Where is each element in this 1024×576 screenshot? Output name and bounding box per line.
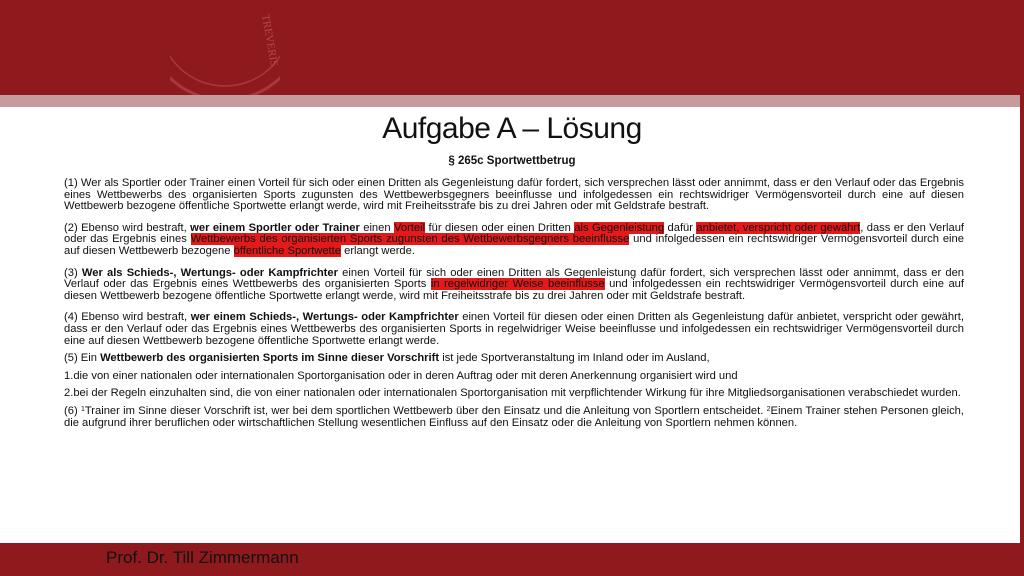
p2-text: dafür [664, 221, 697, 234]
header-stripe [0, 95, 1024, 107]
p3-bold: Wer als Schieds-, Wertungs- oder Kampfrichter [81, 266, 338, 279]
p4-text: einen Vorteil für diesen oder einen Dritten als Gegenleistung dafür anbietet, verspricht oder gewährt, dass er den Verlauf oder das Ergebnis eines Wettbewerbs des organisierten Sports in regelwidriger Weise beeinflusse und infolgedessen ein rechtswidriger Vermögensvorteil durch eine auf diesen Wettbewerb bezogene öffentliche Sportwette erlangt werde. [64, 311, 965, 347]
svg-text:TREVERIS: TREVERIS [259, 13, 280, 68]
paragraph-4 [64, 312, 964, 347]
p2-text: für diesen oder einen Dritten [425, 221, 575, 234]
p6-text: (6) [64, 404, 81, 417]
paragraph-5-item-1: 1.die von einer nationalen oder internationalen Sportorganisation oder in deren Auftrag oder mit deren Anerkennung organisiert wird und [64, 369, 738, 382]
paragraph-5 [64, 353, 964, 365]
p5-text: ist jede Sportveranstaltung im Inland oder im Ausland, [439, 352, 710, 365]
p4-text: (4) Ebenso wird bestraft, [64, 311, 191, 324]
p2-highlight: als Gegenleistung [574, 221, 665, 234]
p2-highlight: anbietet, verspricht oder gewährt [696, 221, 861, 234]
paragraph-3 [64, 268, 964, 303]
p2-text: und infolgedessen ein rechtswidriger Vermögensvorteil durch eine auf diesen Wettbewerb bezogene [64, 233, 964, 257]
p2-text: (2) Ebenso wird bestraft, [64, 221, 191, 234]
p2-highlight: Vorteil [394, 221, 426, 234]
sentence-number: 2 [766, 405, 771, 413]
university-seal-icon [170, 0, 280, 95]
p5-text: (5) Ein [64, 352, 101, 365]
p5-bold: Wettbewerb des organisierten Sports im Sinne dieser Vorschrift [100, 352, 440, 365]
paragraph-5-item-2: 2.bei der Regeln einzuhalten sind, die von einer nationalen oder internationalen Sportorganisation mit verpflichtender Wirkung für ihre Mitgliedsorganisationen verabschiedet wurden. [64, 387, 961, 400]
p2-bold: wer einem Sportler oder Trainer [190, 221, 360, 234]
p3-text: einen Vorteil für sich oder einen Dritten als Gegenleistung dafür fordert, sich versprechen lässt oder annimmt, dass er den Verlauf oder das Ergebnis eines Wettbewerbs des organisierten Sports [64, 266, 965, 291]
p6-text: Trainer im Sinne dieser Vorschrift ist, wer bei dem sportlichen Wettbewerb über den Einsatz und die Anleitung von Sportlern entscheidet. [84, 404, 767, 417]
slide-subtitle: § 265c Sportwettbetrug [448, 155, 576, 167]
p3-text: und infolgedessen ein rechtswidriger Vermögensvorteil durch eine auf diesen Wettbewerb bezogene öffentliche Sportwette erlangt werde, wird mit Freiheitsstrafe bis zu drei Jahren oder mit Geldstrafe bestraft. [64, 278, 965, 302]
p2-highlight: öffentliche Sportwette [233, 244, 341, 257]
header-band [0, 0, 1024, 95]
p2-highlight: Wettbewerbs des organisierten Sports zugunsten des Wettbewerbsgegners beeinflusse [190, 233, 630, 246]
slide-title: Aufgabe A – Lösung [382, 112, 642, 145]
p3-text: (3) [64, 266, 82, 279]
p3-highlight: in regelwidriger Weise beeinflusse [430, 278, 605, 291]
paragraph-1: (1) Wer als Sportler oder Trainer einen Vorteil für sich oder einen Dritten als Gegenleistung dafür fordert, sich versprechen lässt oder annimmt, dass er den Verlauf oder das Ergebnis eines Wettbewerbs des organisierten Sports zugunsten des Wettbewerbsgegners beeinflusse und infolgedessen ein rechtswidriger Vermögensvorteil durch eine auf diesen Wettbewerb bezogene öffentliche Sportwette erlangt werde, wird mit Freiheitsstrafe bis zu drei Jahren oder mit Geldstrafe bestraft. [64, 177, 964, 213]
paragraph-2 [64, 223, 964, 258]
p4-bold: wer einem Schieds-, Wertungs- oder Kampfrichter [190, 311, 459, 324]
right-edge-band [1020, 0, 1024, 576]
p6-text: Einem Trainer stehen Personen gleich, die aufgrund ihrer beruflichen oder wirtschaftlichen Stellung wesentlichen Einfluss auf den Einsatz oder die Anleitung von Sportlern nehmen können. [64, 404, 964, 429]
p2-text: erlangt werde. [340, 244, 415, 257]
p2-text: , dass er den Verlauf oder das Ergebnis eines [64, 221, 965, 246]
law-text [64, 178, 964, 439]
paragraph-6 [64, 406, 964, 429]
author-name: Prof. Dr. Till Zimmermann [106, 548, 299, 567]
p2-text: einen [359, 221, 395, 234]
sentence-number: 1 [80, 405, 85, 413]
